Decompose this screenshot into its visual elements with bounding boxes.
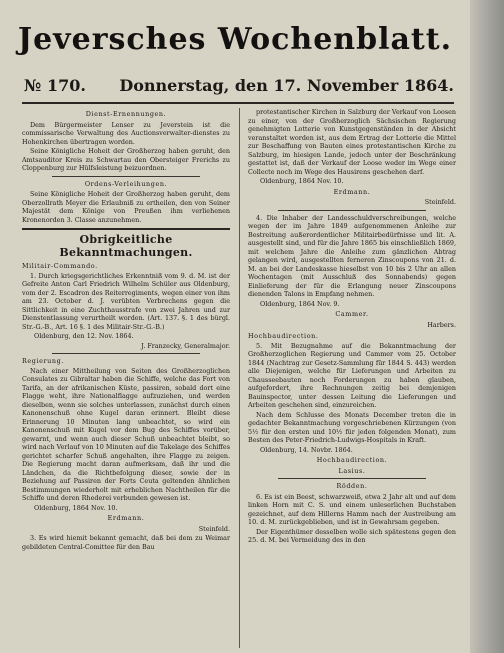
dateline-text: Oldenburg, 1864 Nov. 10. [260, 177, 344, 185]
signature: Erdmann. [107, 514, 145, 522]
signature: Harbers. [427, 320, 456, 329]
section-heading: Dienst-Ernennungen. [85, 110, 167, 118]
paragraph: Nach dem Schlusse des Monats December treten die in gedachter Bekanntmachung vorgeschriebenen Kürzungen (von 5½ für den ersten und 10½ für jeden folgenden Monat), zum Besten des Peter-Friedrich-Ludwigs-Hospitals in Kraft. [248, 410, 456, 444]
paragraph: 4. Die Inhaber der Landesschuldverschreibungen, welche wegen der im Jahre 1849 aufgenommenen Anleihe zur Bestreitung außerordentlicher Militairbedürfnisse und lit. A. ausgestellt sind, und für die Jahre 1865 bis einschließlich 1869, mit welchem Jahre die Anleihe zum gänzlichen Abtrag gelangen wird, ausgestellten ferneren Zinscoupons von 21. d. M. an bei der Landeskasse hieselbst von 10 bis 2 Uhr an allen Wochentagen (mit Ausschluß des Sonnabends) gegen Einlieferung der für die Erlangung neuer Zinscoupons dienenden Talons in Empfang nehmen. [248, 213, 456, 298]
signature: Steinfeld. [198, 524, 230, 533]
paragraph: Seine Königliche Hoheit der Großherzog haben geruht, dem Oberzollrath Meyer die Erlaubniß zu ertheilen, den von Seiner Majestät dem Könige von Preußen ihm verliehenen Kronenorden 3. Classe anzunehmen. [22, 190, 230, 224]
authority-name: Hochbaudirection. [316, 456, 388, 464]
paragraph: Seine Königliche Hoheit der Großherzog haben geruht, den Amtsauditor Kreis zu Schwartau den Obersteiger Frerichs zu Cloppenburg zur Hülfsleistung beizuordnen. [22, 147, 230, 172]
paragraph: Dem Bürgermeister Lenser zu Jeverstein ist die commissarische Verwaltung des Auctionsverwalter-dienstes zu Hohenkirchen übertragen worden. [22, 120, 230, 146]
paragraph: 1. Durch kriegsgerichtliches Erkenntniß vom 9. d. M. ist der Gefreite Anton Carl Friedrich Wilhelm Schüler aus Oldenburg, vom der 2. Escadron des Reiterregiments, wegen einer von ihm am 23. October d. J. verübten Verbrechens gegen die Sittlichkeit in eine Zuchthausstrafe von zwei Jahren und zur Dienstentlassung verurtheilt worden. (Art. 137. §. 1 des bürgl. Str.-G.-B., Art. 16 §. 1 des Militair-Str.-G.-B.) [22, 271, 230, 331]
section-heading: Ordens-Verleihungen. [84, 179, 168, 188]
masthead-title: Jeversches Wochenblatt. [17, 22, 453, 57]
header-rule [22, 102, 454, 104]
subsection-heading: Militair-Commando. [22, 262, 98, 270]
dateline-text: Oldenburg, 1864 Nov. 9. [260, 299, 340, 308]
paragraph: Der Eigenthümer desselben wolle sich spätestens gegen den 25. d. M. bei Vermeidung des in den [248, 527, 456, 544]
book-page-edge [470, 0, 504, 653]
separator-rule [52, 176, 200, 177]
signature: Lasius. [338, 466, 366, 475]
issue-dateline [24, 76, 454, 95]
section-rule [22, 228, 230, 230]
subsection-heading: Rödden. [336, 482, 368, 490]
paragraph: 3. Es wird hiemit bekannt gemacht, daß bei dem zu Weimar gebildeten Central-Comittee für den Bau [22, 534, 230, 551]
dateline-text: Oldenburg, 14. Novbr. 1864. [260, 445, 353, 454]
separator-rule [278, 210, 426, 211]
paragraph: 6. Es ist ein Beest, schwarzweiß, etwa 2 Jahr alt und auf dem linken Horn mit C. S. und einem unleserlichen Buchstaben gezeichnet, auf dem Hillerns Hamm nach der Austreibung am 10. d. M. zurückgeblieben, und ist in Gewahrsam gegeben. [248, 492, 456, 526]
column-divider [239, 108, 240, 648]
separator-rule [278, 478, 426, 479]
issue-date: Donnerstag, den 17. November 1864. [119, 76, 454, 95]
dateline-text: Oldenburg, 1864 Nov. 10. [34, 503, 118, 512]
paragraph: protestantischer Kirchen in Salzburg der Verkauf von Loosen zu einer, von der Großherzoglich Sächsischen Regierung genehmigten Lotterie von Kunstgegenständen in der Absicht veranstaltet worden ist, aus dem Ertrag der Lotterie die Mittel zur Beschaffung von Bauten eines protestantischen Kirche zu Salzburg, im hiesigen Lande, jedoch unter der Beschränkung gestattet ist, daß der Verkauf der Loose weder im Wege einer Collecte noch im Wege des Hausirens geschehen darf. [248, 108, 456, 176]
separator-rule [52, 353, 200, 354]
paragraph: Nach einer Mittheilung von Seiten des Großherzoglichen Consulates zu Gibraltar haben die Schiffe, welche das Fort von Tarifa, an der afrikanischen Küste, passiren, sobald dort eine Flagge weht, ihre Nationalflagge aufzuziehen, und werden dieselben, wenn sie solches unterlassen, zunächst durch einen Kanonenschuß ohne Kugel daran erinnert. Bleibt diese Erinnerung 10 Minuten lang unbeachtet, so wird ein Kanonenschuß mit Kugel vor dem Bug des Schiffes vorüber, gewarnt, und wenn auch dieser Schuß unbeachtet bleibt, so wird nach Verlauf von 10 Minuten auf die Takelage des Schiffes gerichtet scharfer Schuß angehalten, ihre Flagge zu zeigen. Die Regierung macht daran aufmerksam, daß ihr und die Ländchen, da die Richtbefolgung dieser, sowie der in Beziehung auf Passiren der Forts Ceuta geltenden ähnlichen Bestimmungen wiederholt mit erheblichen Nachtheilen für die Schiffe und deren Rhederei verbunden gewesen ist. [22, 366, 230, 502]
issue-number: № 170. [24, 76, 86, 95]
left-column [22, 108, 230, 552]
subsection-heading: Hochbaudirection. [248, 332, 319, 340]
section-title: Obrigkeitliche Bekanntmachungen. [59, 233, 193, 259]
dateline-text: Oldenburg, den 12. Nov. 1864. [34, 332, 134, 340]
paragraph: 5. Mit Bezugnahme auf die Bekanntmachung der Großherzoglichen Regierung und Cammer vom 25. October 1844 (Nachtrag zur Gesetz-Sammlung für 1844 S. 443) werden alle Diejenigen, welche für Lieferungen und Arbeiten zu Chausseebauten noch Forderungen zu haben glauben, aufgefordert, ihre Rechnungen zeitig bei demjenigen Bauinspector, unter dessen Leitung die Lieferungen und Arbeiten geschehen sind, einzureichen. [248, 341, 456, 409]
signature: J. Franzecky, Generalmajor. [141, 341, 230, 350]
signature: Erdmann. [333, 187, 371, 196]
subsection-heading: Regierung. [22, 357, 64, 365]
signature: Steinfeld. [424, 198, 456, 206]
right-column [248, 108, 456, 546]
authority-name: Cammer. [335, 310, 369, 318]
